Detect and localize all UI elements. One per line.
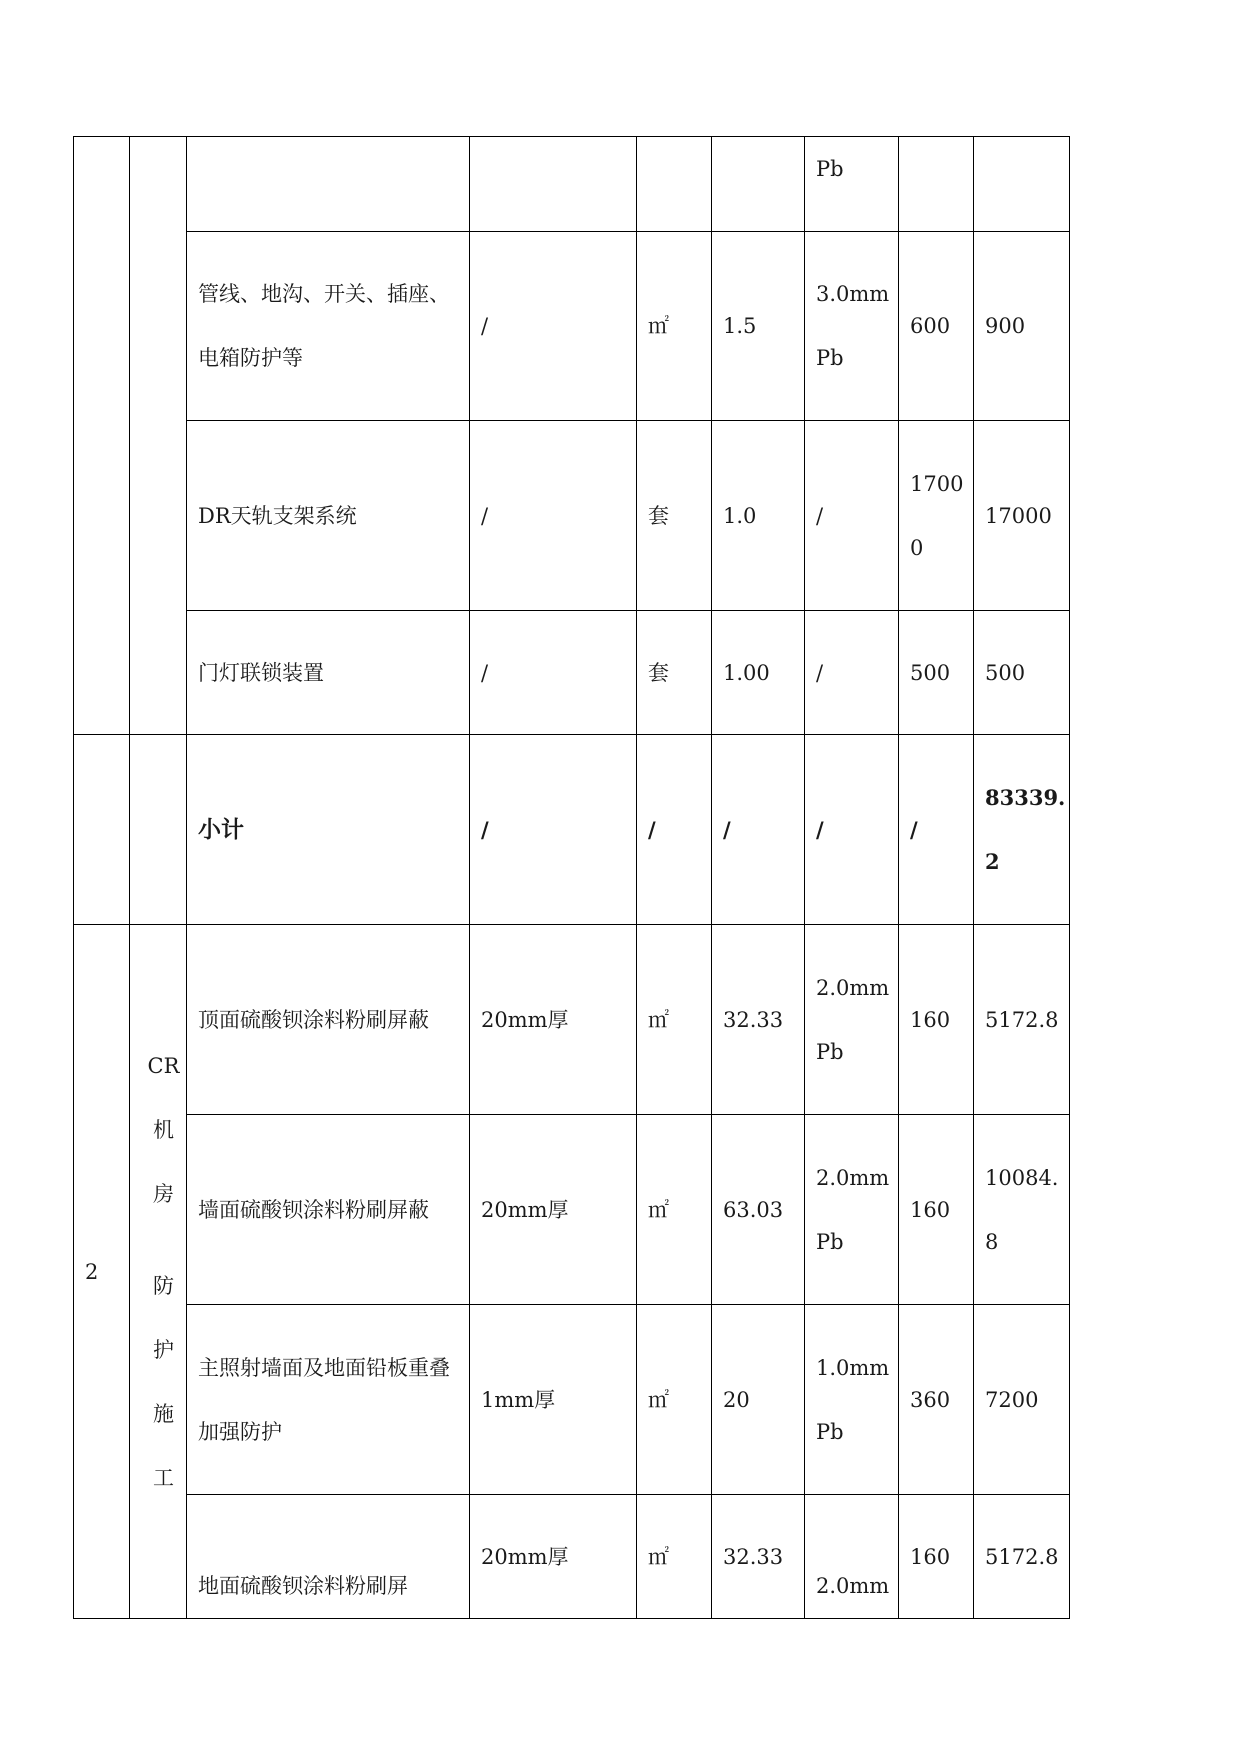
no-cell [74, 735, 130, 925]
table-row [74, 421, 1070, 611]
unit-cell: 套 [637, 611, 712, 735]
spec-cell: / [470, 611, 637, 735]
category-cell [130, 735, 187, 925]
total-cell: 10084.8 [974, 1115, 1070, 1305]
price-cell: 600 [899, 232, 974, 421]
category-char: 机 [153, 1117, 174, 1142]
item-cell: 地面硫酸钡涂料粉刷屏 [187, 1495, 470, 1619]
total-cell: 17000 [974, 421, 1070, 611]
qty-cell: 32.33 [712, 925, 805, 1115]
table-row [74, 232, 1070, 421]
cost-table [73, 136, 1070, 1619]
section-number: 2 [74, 925, 130, 1619]
total-cell: 500 [974, 611, 1070, 735]
category-char: 防 [153, 1273, 174, 1298]
table-row [74, 1115, 1070, 1305]
equiv-cell: 2.0mm Pb [805, 1115, 899, 1305]
table-row [74, 1305, 1070, 1495]
equiv-cell: / [805, 735, 899, 925]
unit-cell: ㎡ [637, 1305, 712, 1495]
spec-cell: / [470, 735, 637, 925]
no-cell [74, 137, 130, 735]
spec-cell [470, 137, 637, 232]
table-row [74, 925, 1070, 1115]
qty-cell: 1.0 [712, 421, 805, 611]
qty-cell [712, 137, 805, 232]
category-char: 房 [153, 1181, 174, 1206]
item-cell: DR天轨支架系统 [187, 421, 470, 611]
price-cell: 17000 [899, 421, 974, 611]
qty-cell: 1.00 [712, 611, 805, 735]
qty-cell: / [712, 735, 805, 925]
category-char: 护 [153, 1337, 174, 1362]
unit-cell [637, 137, 712, 232]
qty-cell: 63.03 [712, 1115, 805, 1305]
spec-cell: 1mm厚 [470, 1305, 637, 1495]
total-cell: 900 [974, 232, 1070, 421]
unit-cell: ㎡ [637, 1495, 712, 1619]
subtotal-row [74, 735, 1070, 925]
unit-cell: ㎡ [637, 1115, 712, 1305]
price-cell: / [899, 735, 974, 925]
subtotal-label: 小计 [187, 735, 470, 925]
section-category [130, 925, 187, 1619]
category-cell [130, 137, 187, 735]
price-cell: 160 [899, 1495, 974, 1619]
total-cell [974, 137, 1070, 232]
spec-cell: / [470, 421, 637, 611]
equiv-cell: / [805, 611, 899, 735]
category-char: CR [147, 1053, 180, 1078]
item-cell: 管线、地沟、开关、插座、电箱防护等 [187, 232, 470, 421]
price-cell: 500 [899, 611, 974, 735]
spec-cell: 20mm厚 [470, 1495, 637, 1619]
total-cell: 5172.8 [974, 1495, 1070, 1619]
unit-cell: ㎡ [637, 232, 712, 421]
unit-cell: 套 [637, 421, 712, 611]
equiv-cell: 1.0mm Pb [805, 1305, 899, 1495]
equiv-cell: 3.0mm Pb [805, 232, 899, 421]
equiv-cell: 2.0mm Pb [805, 925, 899, 1115]
qty-cell: 1.5 [712, 232, 805, 421]
price-cell: 360 [899, 1305, 974, 1495]
item-cell: 门灯联锁装置 [187, 611, 470, 735]
subtotal-total: 83339.2 [974, 735, 1070, 925]
spec-cell: 20mm厚 [470, 925, 637, 1115]
equiv-cell: Pb [805, 137, 899, 232]
total-cell: 7200 [974, 1305, 1070, 1495]
spec-cell: / [470, 232, 637, 421]
table-row [74, 1495, 1070, 1619]
unit-cell: / [637, 735, 712, 925]
item-cell: 主照射墙面及地面铅板重叠加强防护 [187, 1305, 470, 1495]
equiv-cell: / [805, 421, 899, 611]
equiv-cell: 2.0mm [805, 1495, 899, 1619]
category-char: 工 [153, 1465, 174, 1490]
table-row [74, 611, 1070, 735]
item-cell [187, 137, 470, 232]
item-cell: 墙面硫酸钡涂料粉刷屏蔽 [187, 1115, 470, 1305]
category-char: 施 [153, 1401, 174, 1426]
price-cell: 160 [899, 925, 974, 1115]
unit-cell: ㎡ [637, 925, 712, 1115]
item-cell: 顶面硫酸钡涂料粉刷屏蔽 [187, 925, 470, 1115]
qty-cell: 32.33 [712, 1495, 805, 1619]
price-cell: 160 [899, 1115, 974, 1305]
qty-cell: 20 [712, 1305, 805, 1495]
table-row [74, 137, 1070, 232]
total-cell: 5172.8 [974, 925, 1070, 1115]
spec-cell: 20mm厚 [470, 1115, 637, 1305]
price-cell [899, 137, 974, 232]
